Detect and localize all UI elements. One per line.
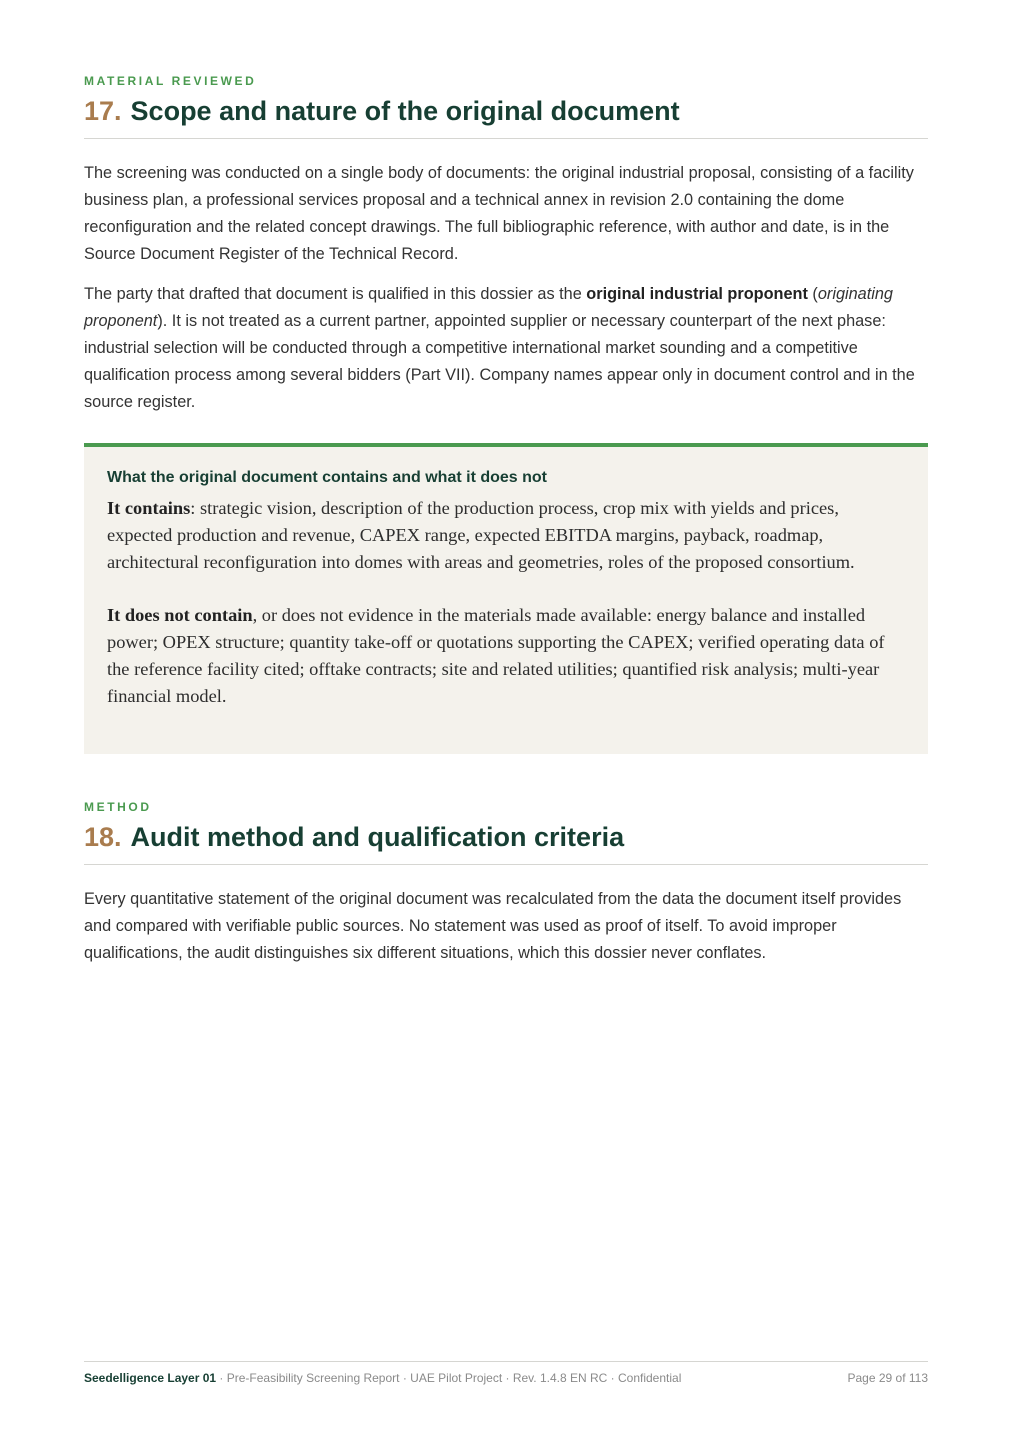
section-title: Audit method and qualification criteria [130, 822, 625, 852]
footer-brand: Seedelligence Layer 01 [84, 1371, 217, 1385]
paragraph [84, 281, 928, 416]
page-number: Page 29 of 113 [847, 1371, 928, 1385]
section-eyebrow: MATERIAL REVIEWED [84, 74, 257, 88]
section-17 [84, 74, 928, 139]
section-eyebrow: METHOD [84, 800, 152, 814]
callout-contains [107, 495, 905, 576]
callout-label: It does not contain [107, 605, 253, 625]
paragraph: The screening was conducted on a single body of documents: the original industrial proposal, consisting of a facility business plan, a professional services proposal and a technical annex in revision 2.0 containing the dome reconfiguration and the related concept drawings. The full bibliographic reference, with author and date, is in the Source Document Register of the Technical Record. [84, 164, 914, 263]
term-alias: originating proponent [84, 285, 893, 330]
section-number: 18. [84, 822, 122, 852]
page-footer [84, 1361, 928, 1385]
section-number: 17. [84, 96, 122, 126]
callout-title: What the original document contains and what it does not [107, 469, 548, 486]
footer-details: · Pre-Feasibility Screening Report · UAE Pilot Project · Rev. 1.4.8 EN RC · Confidential [216, 1371, 682, 1385]
callout-text: : strategic vision, description of the production process, crop mix with yields and prices, expected production and revenue, CAPEX range, expected EBITDA margins, payback, roadmap, architectural reconfiguration into domes with areas and geometries, roles of the proposed consortium. [107, 498, 855, 572]
callout-text: , or does not evidence in the materials made available: energy balance and installed power; OPEX structure; quantity take-off or quotations supporting the CAPEX; verified operating data of the reference facility cited; offtake contracts; site and related utilities; quantified risk analysis; multi-year financial model. [107, 605, 885, 706]
paragraph: Every quantitative statement of the original document was recalculated from the data the document itself provides and compared with verifiable public sources. No statement was used as proof of itself. To avoid improper qualifications, the audit distinguishes six different situations, which this dossier never conflates. [84, 890, 902, 962]
paragraph-text: The party that drafted that document is qualified in this dossier as the [84, 285, 587, 303]
section-heading [84, 820, 928, 865]
callout-box [84, 443, 928, 754]
key-term: original industrial proponent [586, 285, 808, 303]
footer-left [84, 1371, 681, 1385]
paragraph-text: ( [807, 285, 818, 303]
callout-not-contains [107, 602, 905, 710]
section-title: Scope and nature of the original document [130, 96, 680, 126]
callout-label: It contains [107, 498, 191, 518]
section-heading [84, 94, 928, 139]
paragraph-text: ). It is not treated as a current partner, appointed supplier or necessary counterpart of the next phase: industrial selection will be conducted through a competitive international market sounding and a competitive qualification process among several bidders (Part VII). Company names appear only in document control and in the source register. [84, 312, 915, 411]
section-18 [84, 800, 928, 865]
